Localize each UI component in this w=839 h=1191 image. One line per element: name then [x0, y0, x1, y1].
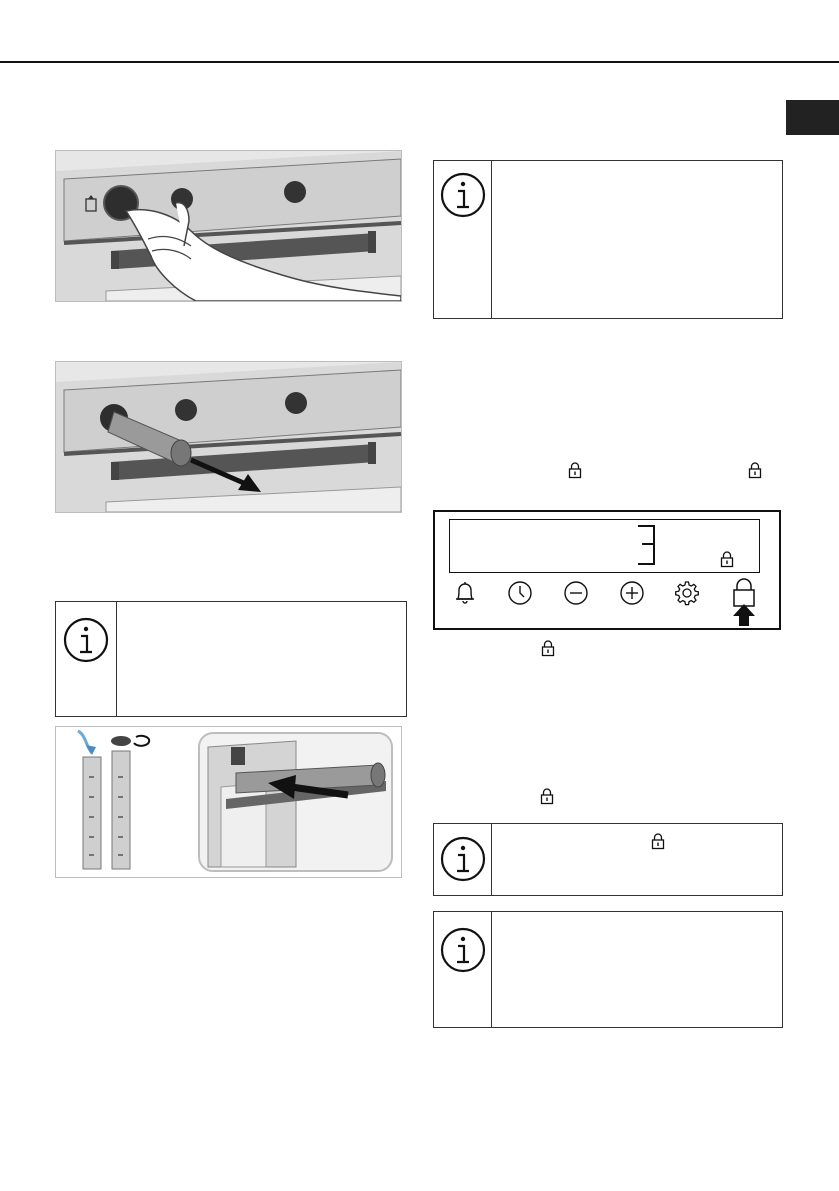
bell-icon[interactable]	[452, 580, 478, 606]
lock-icon	[540, 788, 554, 805]
display-lock-icon	[720, 551, 734, 568]
lock-icon	[541, 640, 555, 657]
info-box-tank	[55, 601, 407, 717]
info-icon	[62, 616, 110, 664]
figure-pull-out-tank	[55, 361, 402, 513]
lock-button[interactable]	[731, 578, 757, 626]
info-icon	[439, 926, 487, 974]
plus-icon[interactable]	[619, 580, 645, 606]
language-tab	[786, 100, 839, 135]
minus-icon[interactable]	[563, 580, 589, 606]
figure-fill-insert-tank	[55, 726, 402, 878]
lock-icon	[568, 462, 582, 479]
clock-icon[interactable]	[507, 580, 533, 606]
gear-icon[interactable]	[674, 580, 700, 606]
info-box-lock	[433, 823, 783, 896]
lock-icon	[748, 462, 762, 479]
lock-icon	[651, 833, 665, 850]
info-box-right-top	[433, 160, 783, 319]
figure-press-tank-knob	[55, 150, 402, 302]
panel-display	[449, 519, 760, 573]
display-digit	[636, 524, 658, 568]
info-icon	[439, 835, 487, 883]
info-box-bottom	[433, 911, 783, 1028]
info-icon	[439, 171, 487, 219]
header-rule	[0, 61, 839, 63]
